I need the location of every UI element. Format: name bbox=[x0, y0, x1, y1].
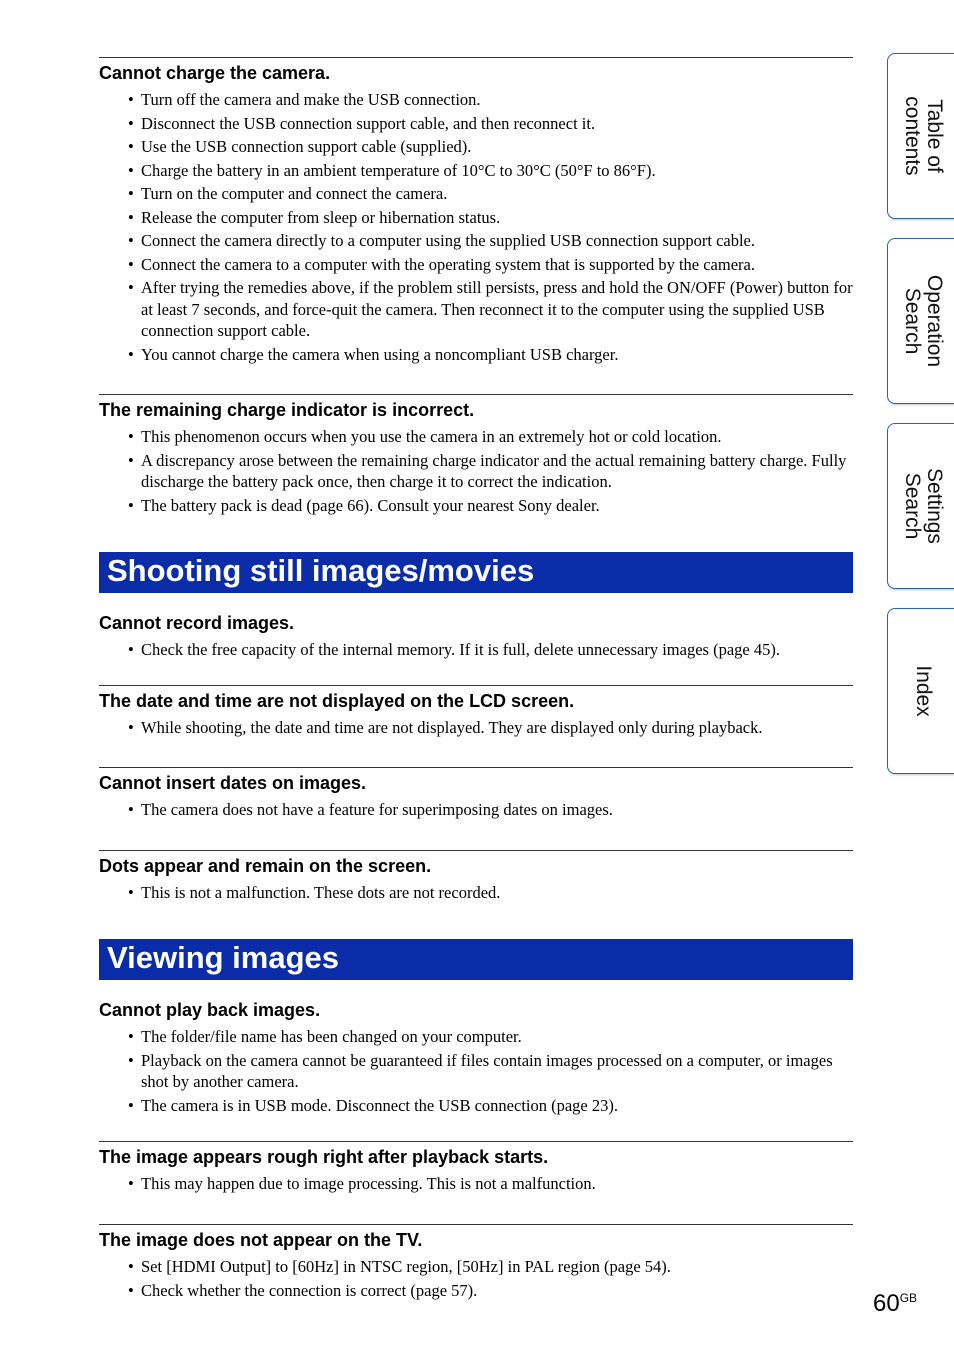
list-item: • Check whether the connection is correct (page 57). bbox=[128, 1280, 853, 1302]
tab-table-of-contents[interactable] bbox=[887, 53, 954, 219]
list-item: • Disconnect the USB connection support cable, and then reconnect it. bbox=[128, 113, 853, 135]
tab-label: Table of contents bbox=[900, 96, 946, 176]
list-item: • While shooting, the date and time are not displayed. They are displayed only during playback. bbox=[128, 717, 853, 739]
tab-index[interactable] bbox=[887, 608, 954, 774]
trouble-title: The date and time are not displayed on the LCD screen. bbox=[99, 691, 575, 711]
page-content bbox=[99, 57, 853, 1305]
trouble-item bbox=[99, 1141, 853, 1224]
list-item: • Release the computer from sleep or hibernation status. bbox=[128, 207, 853, 229]
bullet-list bbox=[99, 1256, 853, 1301]
trouble-item bbox=[99, 995, 853, 1141]
list-item: • Turn on the computer and connect the camera. bbox=[128, 183, 853, 205]
tab-settings-search[interactable] bbox=[887, 423, 954, 589]
list-item: • This may happen due to image processing. This is not a malfunction. bbox=[128, 1173, 853, 1195]
trouble-section bbox=[99, 939, 853, 1305]
list-item: • The battery pack is dead (page 66). Consult your nearest Sony dealer. bbox=[128, 495, 853, 517]
tab-label: Settings Search bbox=[900, 468, 946, 544]
trouble-item bbox=[99, 685, 853, 767]
list-item: • After trying the remedies above, if the problem still persists, press and hold the ON/OFF (Power) button for at least 7 seconds, and force-quit the camera. Then reconnect it to the computer using the supplied USB connection support cable. bbox=[128, 277, 853, 342]
bullet-list bbox=[99, 799, 853, 821]
list-item: • Connect the camera to a computer with the operating system that is supported by the camera. bbox=[128, 254, 853, 276]
list-item: • The camera does not have a feature for superimposing dates on images. bbox=[128, 799, 853, 821]
trouble-item bbox=[99, 57, 853, 394]
page-number bbox=[873, 1290, 917, 1318]
bullet-list bbox=[99, 882, 853, 904]
trouble-item bbox=[99, 608, 853, 685]
list-item: • Turn off the camera and make the USB connection. bbox=[128, 89, 853, 111]
list-item: • The camera is in USB mode. Disconnect the USB connection (page 23). bbox=[128, 1095, 853, 1117]
list-item: • This phenomenon occurs when you use the camera in an extremely hot or cold location. bbox=[128, 426, 853, 448]
list-item: • This is not a malfunction. These dots are not recorded. bbox=[128, 882, 853, 904]
trouble-title: The image appears rough right after playback starts. bbox=[99, 1147, 549, 1167]
trouble-item bbox=[99, 767, 853, 850]
trouble-title: Cannot insert dates on images. bbox=[99, 773, 367, 793]
section-heading: Viewing images bbox=[99, 939, 853, 980]
trouble-item bbox=[99, 394, 853, 552]
page-number-suffix: GB bbox=[899, 1291, 918, 1305]
bullet-list bbox=[99, 89, 853, 365]
tab-label: Operation Search bbox=[900, 274, 946, 368]
trouble-title: Cannot charge the camera. bbox=[99, 63, 331, 83]
list-item: • Connect the camera directly to a computer using the supplied USB connection support cable. bbox=[128, 230, 853, 252]
trouble-title: The remaining charge indicator is incorrect. bbox=[99, 400, 475, 420]
bullet-list bbox=[99, 1026, 853, 1116]
trouble-section bbox=[99, 57, 853, 552]
trouble-title: Cannot play back images. bbox=[99, 1000, 321, 1020]
list-item: • You cannot charge the camera when using a noncompliant USB charger. bbox=[128, 344, 853, 366]
bullet-list bbox=[99, 426, 853, 516]
list-item: • The folder/file name has been changed on your computer. bbox=[128, 1026, 853, 1048]
tab-operation-search[interactable] bbox=[887, 238, 954, 404]
section-heading: Shooting still images/movies bbox=[99, 552, 853, 593]
list-item: • Charge the battery in an ambient temperature of 10°C to 30°C (50°F to 86°F). bbox=[128, 160, 853, 182]
list-item: • Playback on the camera cannot be guaranteed if files contain images processed on a computer, or images shot by another camera. bbox=[128, 1050, 853, 1093]
trouble-section bbox=[99, 552, 853, 939]
trouble-title: Dots appear and remain on the screen. bbox=[99, 856, 432, 876]
page-number-value: 60 bbox=[873, 1290, 900, 1317]
list-item: • Set [HDMI Output] to [60Hz] in NTSC region, [50Hz] in PAL region (page 54). bbox=[128, 1256, 853, 1278]
list-item: • Use the USB connection support cable (supplied). bbox=[128, 136, 853, 158]
list-item: • Check the free capacity of the internal memory. If it is full, delete unnecessary images (page 45). bbox=[128, 639, 853, 661]
trouble-title: The image does not appear on the TV. bbox=[99, 1230, 423, 1250]
trouble-title: Cannot record images. bbox=[99, 613, 295, 633]
tab-label: Index bbox=[911, 665, 935, 717]
bullet-list bbox=[99, 717, 853, 739]
trouble-item bbox=[99, 850, 853, 939]
trouble-item bbox=[99, 1224, 853, 1305]
list-item: • A discrepancy arose between the remaining charge indicator and the actual remaining battery charge. Fully discharge the battery pack once, then charge it to correct the indication. bbox=[128, 450, 853, 493]
bullet-list bbox=[99, 639, 853, 661]
bullet-list bbox=[99, 1173, 853, 1195]
